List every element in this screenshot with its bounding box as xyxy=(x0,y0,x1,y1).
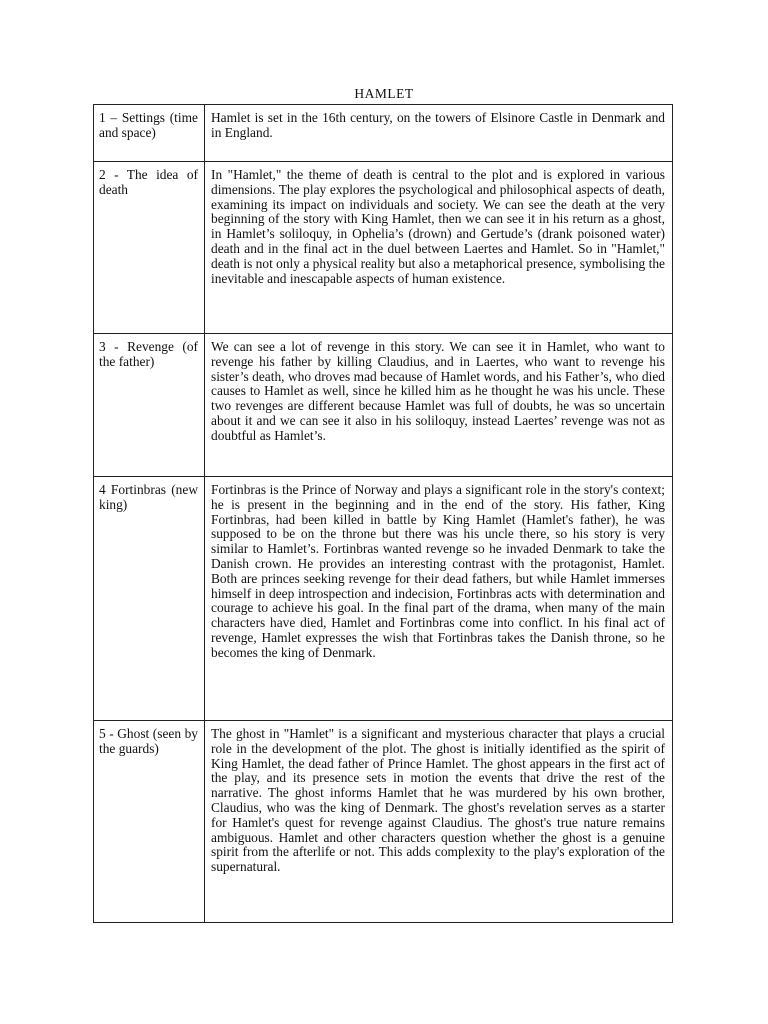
table-row xyxy=(94,334,673,477)
table-row xyxy=(94,162,673,334)
document-title: HAMLET xyxy=(354,86,414,101)
table-row xyxy=(94,477,673,721)
topics-table xyxy=(93,104,673,923)
topic-cell: 2 - The idea of death xyxy=(94,162,205,334)
table-row xyxy=(94,105,673,162)
topic-cell: 3 - Revenge (of the father) xyxy=(94,334,205,477)
description-cell: The ghost in "Hamlet" is a significant and mysterious character that plays a crucial role in the development of the plot. The ghost is initially identified as the spirit of King Hamlet, the dead father of Prince Hamlet. The ghost appears in the first act of the play, and its presence sets in motion the events that drive the rest of the narrative. The ghost informs Hamlet that he was murdered by his own brother, Claudius, who was the king of Denmark. The ghost's revelation serves as a starter for Hamlet's quest for revenge against Claudius. The ghost's true nature remains ambiguous. Hamlet and other characters question whether the ghost is a genuine spirit from the afterlife or not. This adds complexity to the play's exploration of the supernatural. xyxy=(205,721,673,923)
topic-cell: 5 - Ghost (seen by the guards) xyxy=(94,721,205,923)
table-row xyxy=(94,721,673,923)
description-cell: We can see a lot of revenge in this story. We can see it in Hamlet, who want to revenge his father by killing Claudius, and in Laertes, who want to revenge his sister’s death, who droves mad because of Hamlet words, and his Father’s, who died causes to Hamlet as well, since he killed him as he thought he was his uncle. These two revenges are different because Hamlet was full of doubts, he was so uncertain about it and we can see it also in his soliloquy, instead Laertes’ revenge was not as doubtful as Hamlet’s. xyxy=(205,334,673,477)
description-cell: Fortinbras is the Prince of Norway and plays a significant role in the story's context; he is present in the beginning and in the end of the story. His father, King Fortinbras, had been killed in battle by King Hamlet (Hamlet's father), he was supposed to be on the throne but there was his uncle there, so his story is very similar to Hamlet’s. Fortinbras wanted revenge so he invaded Denmark to take the Danish crown. He provides an interesting contrast with the protagonist, Hamlet. Both are princes seeking revenge for their dead fathers, but while Hamlet immerses himself in deep introspection and indecision, Fortinbras acts with determination and courage to achieve his goal. In the final part of the drama, when many of the main characters have died, Hamlet and Fortinbras come into conflict. In his final act of revenge, Hamlet expresses the wish that Fortinbras takes the Danish throne, so he becomes the king of Denmark. xyxy=(205,477,673,721)
description-cell: In "Hamlet," the theme of death is central to the plot and is explored in various dimensions. The play explores the psychological and philosophical aspects of death, examining its impact on individuals and society. We can see the death at the very beginning of the story with King Hamlet, then we can see it in his return as a ghost, in Hamlet’s soliloquy, in Ophelia’s (drown) and Gertude’s (drank poisoned water) death and in the final act in the duel between Laertes and Hamlet. So in "Hamlet," death is not only a physical reality but also a metaphorical presence, symbolising the inevitable and inescapable aspects of human existence. xyxy=(205,162,673,334)
topic-cell: 4 Fortinbras (new king) xyxy=(94,477,205,721)
topic-cell: 1 – Settings (time and space) xyxy=(94,105,205,162)
description-cell: Hamlet is set in the 16th century, on the towers of Elsinore Castle in Denmark and in England. xyxy=(205,105,673,162)
